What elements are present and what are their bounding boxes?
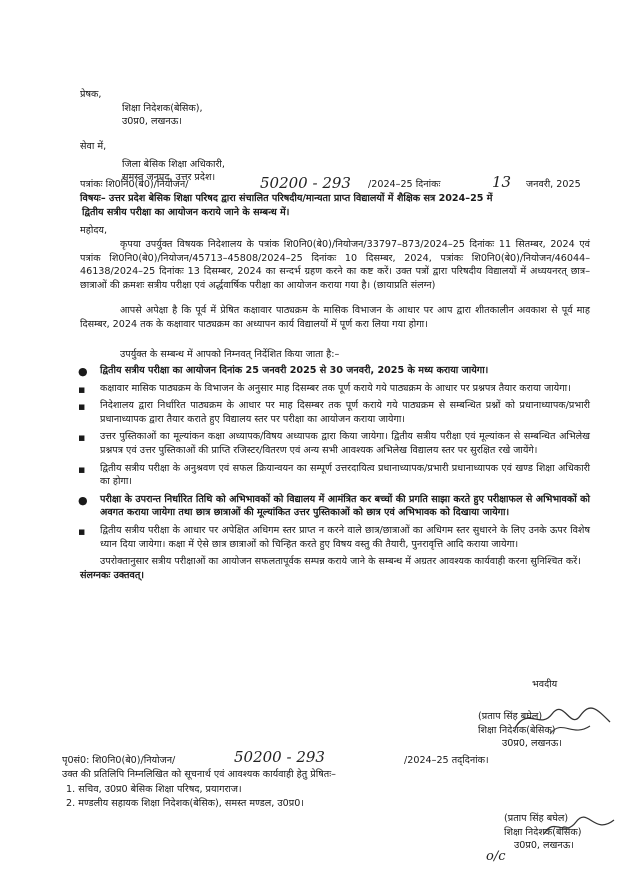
copy-recipient: 1. सचिव, उ0प्र0 बेसिक शिक्षा परिषद, प्रयागराज।: [66, 784, 242, 795]
recipient-designation: जिला बेसिक शिक्षा अधिकारी,: [122, 158, 225, 170]
bullet-icon: ▪: [78, 431, 86, 445]
direction-text: निदेशालय द्वारा निर्धारित पाठ्यक्रम के आधार पर माह दिसम्बर तक पूर्ण कराये गये पाठ्यक्रम से सम्बन्धित प्रश्नों को प्रधानाध्यापक/प्रभारी प्रधानाध्यापक द्वारा तैयार कराते हुए विद्यालय स्तर पर परीक्षा का आयोजन कराया जायेगा।: [100, 400, 590, 425]
sender-designation: शिक्षा निदेशक(बेसिक),: [122, 102, 203, 114]
bullet-icon: ▪: [78, 462, 86, 476]
subject-line-2: द्वितीय सत्रीय परीक्षा का आयोजन कराये जाने के सम्बन्ध में।: [82, 206, 290, 218]
bullet-icon: ●: [78, 493, 88, 507]
direction-item: [80, 524, 590, 551]
bullet-icon: ▪: [78, 400, 86, 414]
direction-text: परीक्षा के उपरान्त निर्धारित तिथि को अभिभावकों को विद्यालय में आमंत्रित कर बच्चों की प्रगति साझा करते हुए परीक्षाफल से अभिभावकों को अवगत कराया जायेगा तथा छात्र छात्राओं की मूल्यांकित उत्तर पुस्तिकाओं को छात्र एवं अभिभावक को दिखाया जायेगा।: [100, 493, 590, 519]
direction-text: द्वितीय सत्रीय परीक्षा के अनुश्रवण एवं सफल क्रियान्वयन का सम्पूर्ण उत्तरदायित्व प्रधानाध्यापक/प्रभारी प्रधानाध्यापक एवं खण्ड शिक्षा अधिकारी का होगा।: [100, 462, 590, 488]
letter-ref-month-year: जनवरी, 2025: [526, 179, 581, 190]
subject-line-1: विषयः– उत्तर प्रदेश बेसिक शिक्षा परिषद द्वारा संचालित परिषदीय/मान्यता प्राप्त विद्यालयों में शैक्षिक सत्र 2024–25 में: [80, 193, 493, 204]
direction-text: द्वितीय सत्रीय परीक्षा का आयोजन दिनांक 25 जनवरी 2025 से 30 जनवरी, 2025 के मध्य कराया जायेगा।: [100, 365, 489, 376]
paragraph-expectation: आपसे अपेक्षा है कि पूर्व में प्रेषित कक्षावार पाठ्यक्रम के मासिक विभाजन के आधार पर आप द्वारा शीतकालीन अवकाश से पूर्व माह दिसम्बर, 2024 तक के कक्षावार पाठ्यक्रम का अध्यापन कार्य विद्यालयों में पूर्ण करा लिया गया होगा।: [80, 305, 590, 330]
salutation: महोदय,: [80, 225, 108, 236]
valediction: भवदीय: [532, 679, 558, 690]
direction-text: कक्षावार मासिक पाठ्यक्रम के विभाजन के अनुसार माह दिसम्बर तक पूर्ण कराये गये पाठ्यक्रम के आधार पर प्रश्नपत्र तैयार कराया जायेगा।: [100, 382, 571, 394]
signatory-designation: शिक्षा निदेशक(बेसिक): [478, 724, 556, 736]
direction-item: [80, 430, 590, 457]
bullet-icon: ▪: [78, 382, 86, 396]
direction-text: उत्तर पुस्तिकाओं का मूल्यांकन कक्षा अध्यापक/विषय अध्यापक द्वारा किया जायेगा। द्वितीय सत्रीय परीक्षा एवं मूल्यांकन से सम्बन्धित अभिलेख प्रश्नपत्र एवं उत्तर पुस्तिकाओं की प्राप्ति रजिस्टर/वितरण एवं अन्य सभी आवश्यक अभिलेख विद्यालय स्तर पर सुरक्षित रखे जायेंगे।: [100, 431, 590, 457]
copy-recipient: 2. मण्डलीय सहायक शिक्षा निदेशक(बेसिक), समस्त मण्डल, उ0प्र0।: [66, 797, 304, 809]
sender-label: प्रेषक,: [80, 89, 102, 100]
closing-paragraph: उपरोक्तानुसार सत्रीय परीक्षाओं का आयोजन सफलतापूर्वक सम्पन्न कराये जाने के सम्बन्ध में अग्रतर आवश्यक कार्यवाही करना सुनिश्चित करें।: [100, 556, 581, 568]
direction-text: द्वितीय सत्रीय परीक्षा के आधार पर अपेक्षित अधिगम स्तर प्राप्त न करने वाले छात्र/छात्राओं का अधिगम स्तर सुधारने के लिए उनके ऊपर विशेष ध्यान दिया जायेगा। कक्षा में ऐसे छात्र छात्राओं को चिन्हित करते हुए विषय वस्तु की तैयारी, पुनरावृत्ति आदि कराया जायेगा।: [100, 525, 590, 550]
signatory-name: (प्रताप सिंह बघेल): [478, 711, 543, 722]
paragraph-directions-intro: उपर्युक्त के सम्बन्ध में आपको निम्नवत् निर्देशित किया जाता है:–: [120, 349, 340, 360]
copy-ref-suffix: /2024–25 तद्‌दिनांक।: [404, 755, 489, 766]
paragraph-references: कृपया उपर्युक्त विषयक निदेशालय के पत्रांक शि0नि0(बे0)/नियोजन/33797–873/2024–25 दिनांकः 11 सितम्बर, 2024 एवं पत्रांक शि0नि0(बे0)/नियोजन/45713–45808/2024–25 दिनांकः 10 दिसम्बर, 2024, पत्रांकः शि0नि0(बे0)/नियोजन/46044–46138/2024–25 दिनांकः 13 दिसम्बर, 2024 का सन्दर्भ ग्रहण करने का कष्ट करें। उक्त पत्रों द्वारा परिषदीय विद्यालयों में अध्ययनरत् छात्र–छात्राओं की क्रमशः सत्रीय परीक्षा एवं अर्द्धवार्षिक परीक्षा का आयोजन कराया गया है। (छायाप्रति संलग्न): [80, 239, 590, 291]
direction-item: [80, 399, 590, 426]
bullet-icon: ●: [78, 365, 88, 378]
sender-block: [80, 88, 590, 129]
signatory-name: (प्रताप सिंह बघेल): [504, 813, 569, 824]
handwritten-signature: [540, 810, 620, 844]
copy-ref-handwritten-number: 50200 - 293: [234, 748, 325, 766]
signatory-place: उ0प्र0, लखनऊ।: [502, 738, 562, 750]
signature-block: [498, 678, 557, 692]
copy-ref-prefix: पृ0सं0: शि0नि0(बे0)/नियोजन/: [62, 755, 176, 766]
letter-ref-prefix: पत्रांकः शि0नि0(बे0)/नियोजन/: [80, 179, 189, 190]
direction-item: [80, 462, 590, 489]
signatory-designation: शिक्षा निदेशक(बेसिक): [504, 826, 582, 838]
sender-place: उ0प्र0, लखनऊ।: [122, 116, 182, 128]
direction-item: [80, 364, 590, 378]
direction-item: [80, 382, 590, 396]
recipient-place: समस्त जनपद, उत्तर प्रदेश।: [122, 172, 216, 184]
copy-intro: उक्त की प्रतिलिपि निम्नलिखित को सूचनार्थ एवं आवश्यक कार्यवाही हेतु प्रेषितः–: [62, 769, 336, 780]
letter-ref-handwritten-day: 13: [492, 173, 512, 191]
enclosure-note: संलग्नकः उक्तवत्।: [80, 569, 144, 581]
direction-item: [80, 493, 590, 520]
recipient-label: सेवा में,: [80, 141, 107, 152]
letter-ref-handwritten-number: 50200 - 293: [260, 174, 351, 192]
letter-ref-suffix: /2024–25 दिनांकः: [368, 179, 441, 190]
handwritten-signature: [510, 700, 620, 740]
copy-recipients: [66, 783, 590, 810]
directions-list: [80, 364, 590, 583]
handwritten-initial: o/c: [486, 849, 506, 864]
subject-block: [80, 192, 590, 219]
bullet-icon: ▪: [78, 525, 86, 539]
signatory-place: उ0प्र0, लखनऊ।: [514, 840, 574, 852]
